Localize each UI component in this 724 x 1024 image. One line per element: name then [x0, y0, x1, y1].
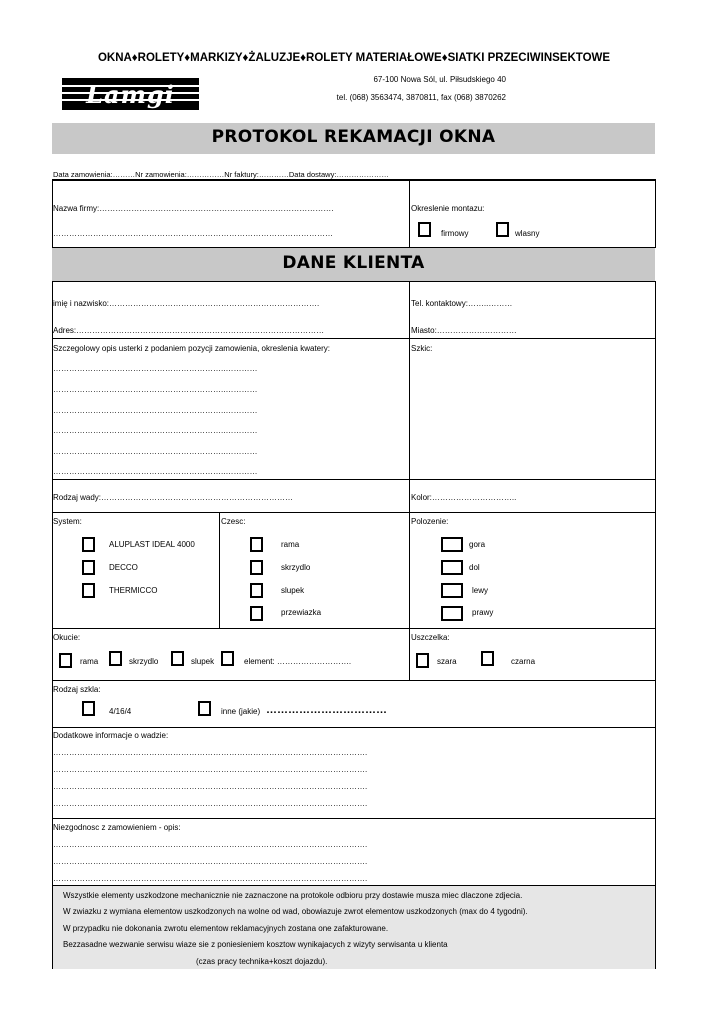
discrepancy-line[interactable]: ……………………………………………………………………………………………………….	[53, 857, 368, 866]
terms-note: Bezzasadne wezwanie serwisu wiaze sie z poniesieniem kosztow wynikajacych z wizyty serwisanta u klienta	[63, 940, 448, 949]
defect-type-field[interactable]: Rodzaj wady:………………………………………………………………	[53, 493, 294, 502]
system-option-label: DECCO	[109, 563, 138, 572]
description-line[interactable]: ………………………………………………………..…………	[53, 467, 258, 476]
sketch-area[interactable]	[410, 352, 655, 478]
color-field[interactable]: Kolor:…………………………..	[411, 493, 517, 502]
seal-label: Uszczelka:	[411, 633, 450, 642]
hardware-skrzydlo-checkbox[interactable]	[109, 651, 122, 666]
part-rama-checkbox[interactable]	[250, 537, 263, 552]
glass-other-field[interactable]: ……………………………	[266, 704, 387, 716]
mount-firmowy-checkbox[interactable]	[418, 222, 431, 237]
part-przewiazka-checkbox[interactable]	[250, 606, 263, 621]
mount-firmowy-label: firmowy	[441, 229, 469, 238]
description-line[interactable]: ………………………………………………………..…………	[53, 406, 258, 415]
hardware-element-field[interactable]: element: ……………………….	[244, 657, 352, 666]
glass-option-label: inne (jakie)	[221, 707, 261, 716]
title-band	[52, 123, 655, 154]
glass-4164-checkbox[interactable]	[82, 701, 95, 716]
part-option-label: skrzydlo	[281, 563, 311, 572]
client-name-field[interactable]: imię i nazwisko:…………………………………………………………………….	[53, 299, 320, 308]
description-line[interactable]: ………………………………………………………..…………	[53, 364, 258, 373]
hardware-option-label: slupek	[191, 657, 215, 666]
mount-wlasny-checkbox[interactable]	[496, 222, 509, 237]
company-logo	[62, 78, 199, 110]
mount-wlasny-label: wlasny	[515, 229, 540, 238]
additional-info-line[interactable]: ……………………………………………………………………………………………………….	[53, 748, 368, 757]
description-line[interactable]: ………………………………………………………..…………	[53, 385, 258, 394]
glass-option-label: 4/16/4	[109, 707, 132, 716]
client-section-title: DANE KLIENTA	[282, 253, 425, 273]
part-option-label: slupek	[281, 586, 305, 595]
discrepancy-line[interactable]: ……………………………………………………………………………………………………….	[53, 874, 368, 883]
company-products-line: OKNA♦ROLETY♦MARKIZY♦ŻALUZJE♦ROLETY MATERIAŁOWE♦SIATKI PRZECIWINSEKTOWE	[97, 52, 611, 64]
seal-option-label: szara	[437, 657, 457, 666]
position-lewy-checkbox[interactable]	[441, 583, 463, 598]
description-line[interactable]: ………………………………………………………..…………	[53, 426, 258, 435]
discrepancy-line[interactable]: ……………………………………………………………………………………………………….	[53, 840, 368, 849]
additional-info-label: Dodatkowe informacje o wadzie:	[53, 731, 169, 740]
additional-info-line[interactable]: ……………………………………………………………………………………………………….	[53, 782, 368, 791]
client-address-field[interactable]: Adres:…………………………………………………………………………………	[53, 326, 325, 335]
glass-label: Rodzaj szkla:	[53, 685, 101, 694]
client-city-field[interactable]: Miasto:…………………………	[411, 326, 517, 335]
hardware-element-checkbox[interactable]	[221, 651, 234, 666]
company-name-line2[interactable]: ……………………………………………………………………………………………	[53, 229, 333, 238]
position-label: Polozenie:	[411, 517, 449, 526]
hardware-label: Okucie:	[53, 633, 81, 642]
system-option-label: ALUPLAST IDEAL 4000	[109, 540, 195, 549]
order-info-line[interactable]: Data zamowienia:………Nr zamowienia:……………Nr faktury:…………Data dostawy:…………………	[53, 170, 389, 179]
position-option-label: gora	[469, 540, 486, 549]
seal-szara-checkbox[interactable]	[416, 653, 429, 668]
position-option-label: dol	[469, 563, 480, 572]
sketch-label: Szkic:	[411, 344, 433, 353]
hardware-option-label: rama	[80, 657, 99, 666]
description-label: Szczegolowy opis usterki z podaniem pozycji zamowienia, okreslenia kwatery:	[53, 344, 331, 353]
client-phone-field[interactable]: Tel. kontaktowy:……..………	[411, 299, 513, 308]
page-title: PROTOKOL REKAMACJI OKNA	[211, 127, 496, 147]
system-aluplast-checkbox[interactable]	[82, 537, 95, 552]
position-prawy-checkbox[interactable]	[441, 606, 463, 621]
position-option-label: lewy	[472, 586, 489, 595]
seal-option-label: czarna	[511, 657, 536, 666]
additional-info-line[interactable]: ……………………………………………………………………………………………………….	[53, 799, 368, 808]
company-name-field[interactable]: Nazwa firmy:…………………………………………………………………………….	[53, 204, 334, 213]
logo-text: Lamgi	[86, 80, 175, 109]
hardware-rama-checkbox[interactable]	[59, 653, 72, 668]
terms-note: W zwiazku z wymiana elementow uszkodzonych na wolne od wad, obowiazuje zwrot elementow uszkodzonych (max do 4 tygodni).	[63, 907, 528, 916]
company-address: 67-100 Nowa Sól, ul. Piłsudskiego 40	[373, 75, 506, 84]
position-gora-checkbox[interactable]	[441, 537, 463, 552]
seal-czarna-checkbox[interactable]	[481, 651, 494, 666]
glass-other-checkbox[interactable]	[198, 701, 211, 716]
part-option-label: rama	[281, 540, 300, 549]
system-label: System:	[53, 517, 82, 526]
system-option-label: THERMICCO	[109, 586, 158, 595]
company-phone: tel. (068) 3563474, 3870811, fax (068) 3870262	[336, 93, 506, 102]
client-band	[52, 248, 655, 281]
part-label: Czesc:	[221, 517, 246, 526]
system-thermicco-checkbox[interactable]	[82, 583, 95, 598]
hardware-option-label: skrzydlo	[129, 657, 159, 666]
description-line[interactable]: ………………………………………………………..…………	[53, 447, 258, 456]
terms-note: W przypadku nie dokonania zwrotu elementow reklamacyjnych zostana one zafakturowane.	[63, 924, 389, 933]
position-dol-checkbox[interactable]	[441, 560, 463, 575]
discrepancy-label: Niezgodnosc z zamowieniem - opis:	[53, 823, 181, 832]
system-decco-checkbox[interactable]	[82, 560, 95, 575]
position-option-label: prawy	[472, 608, 494, 617]
part-slupek-checkbox[interactable]	[250, 583, 263, 598]
part-option-label: przewiazka	[281, 608, 322, 617]
part-skrzydlo-checkbox[interactable]	[250, 560, 263, 575]
terms-note: (czas pracy technika+koszt dojazdu).	[196, 957, 328, 966]
additional-info-line[interactable]: ……………………………………………………………………………………………………….	[53, 765, 368, 774]
mount-label: Okreslenie montazu:	[411, 204, 485, 213]
hardware-slupek-checkbox[interactable]	[171, 651, 184, 666]
terms-note: Wszystkie elementy uszkodzone mechanicznie nie zaznaczone na protokole odbioru przy dostawie musza miec dlaczone zdjecia.	[63, 891, 523, 900]
